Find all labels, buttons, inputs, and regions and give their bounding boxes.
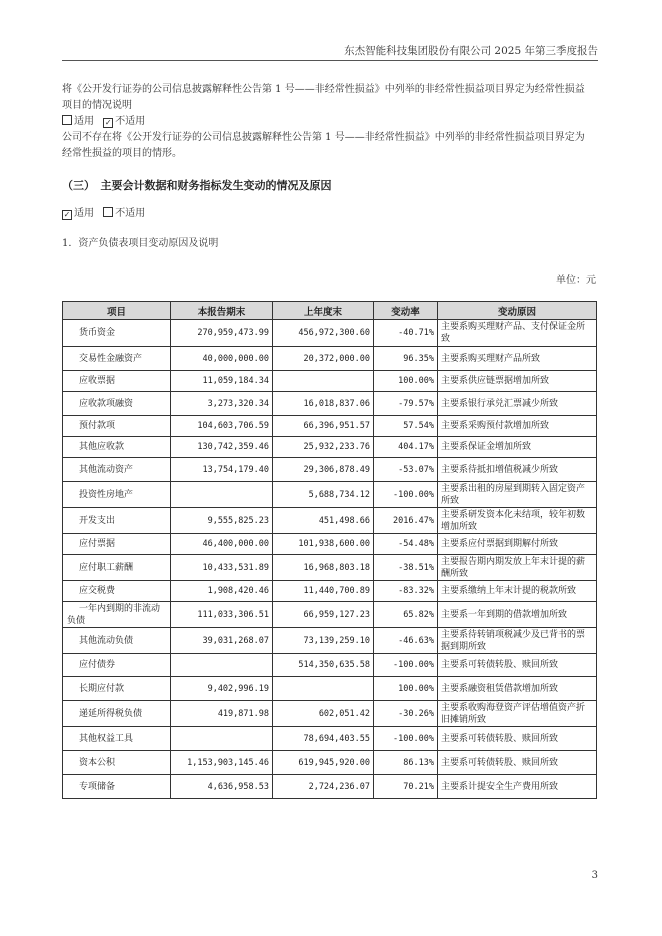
table-row (63, 437, 597, 458)
row-change-rate: 57.54% (374, 416, 438, 437)
row-prior-value: 602,051.42 (273, 701, 374, 727)
header-item: 项目 (63, 302, 171, 320)
row-change-rate: 2016.47% (374, 508, 438, 534)
row-change-rate: 96.35% (374, 347, 438, 371)
section-options (62, 206, 602, 222)
table-row (63, 555, 597, 581)
row-current-value: 270,959,473.99 (171, 320, 273, 347)
table-row (63, 508, 597, 534)
row-prior-value: 2,724,236.07 (273, 775, 374, 799)
row-prior-value: 456,972,300.60 (273, 320, 374, 347)
table-row (63, 701, 597, 727)
row-change-reason: 主要系收购海登资产评估增值资产折旧摊销所致 (438, 701, 597, 727)
row-item: 其他权益工具 (63, 727, 171, 751)
row-change-rate: -100.00% (374, 654, 438, 677)
table-row (63, 482, 597, 508)
table-row (63, 677, 597, 701)
row-current-value: 104,603,706.59 (171, 416, 273, 437)
row-item: 资本公积 (63, 751, 171, 775)
row-change-rate: -40.71% (374, 320, 438, 347)
row-item: 递延所得税负债 (63, 701, 171, 727)
row-current-value: 419,871.98 (171, 701, 273, 727)
table-row (63, 775, 597, 799)
table-row (63, 392, 597, 416)
row-change-reason: 主要系供应链票据增加所致 (438, 371, 597, 392)
row-item: 应收款项融资 (63, 392, 171, 416)
reclass-options (62, 114, 602, 130)
row-change-reason: 主要系采购预付款增加所致 (438, 416, 597, 437)
row-change-reason: 主要系可转债转股、赎回所致 (438, 654, 597, 677)
row-prior-value: 66,959,127.23 (273, 602, 374, 628)
reclass-line-2: 项目的情况说明 (62, 100, 132, 111)
row-change-reason: 主要系可转债转股、赎回所致 (438, 751, 597, 775)
row-change-rate: -83.32% (374, 581, 438, 602)
option-label: 适用 (74, 116, 94, 127)
row-change-rate: 65.82% (374, 602, 438, 628)
unchecked-box-icon (103, 207, 113, 217)
row-current-value: 40,000,000.00 (171, 347, 273, 371)
row-change-rate: 86.13% (374, 751, 438, 775)
row-prior-value: 11,440,700.89 (273, 581, 374, 602)
row-change-rate: -38.51% (374, 555, 438, 581)
row-item: 长期应付款 (63, 677, 171, 701)
row-change-rate: -54.48% (374, 534, 438, 555)
row-item: 投资性房地产 (63, 482, 171, 508)
reclass-description (62, 82, 602, 114)
section-option-applicable[interactable] (62, 208, 97, 219)
reclass-line-1: 将《公开发行证券的公司信息披露解释性公告第 1 号——非经常性损益》中列举的非经常性损益项目界定为经常性损益 (62, 84, 585, 95)
row-current-value: 39,031,268.07 (171, 628, 273, 654)
table-row (63, 347, 597, 371)
row-item: 应付票据 (63, 534, 171, 555)
row-item: 应付债券 (63, 654, 171, 677)
row-item: 交易性金融资产 (63, 347, 171, 371)
row-item: 应收票据 (63, 371, 171, 392)
row-item: 预付款项 (63, 416, 171, 437)
row-current-value: 11,059,184.34 (171, 371, 273, 392)
row-change-rate: -30.26% (374, 701, 438, 727)
row-item: 其他流动负债 (63, 628, 171, 654)
table-row (63, 602, 597, 628)
table-row (63, 371, 597, 392)
row-prior-value: 66,396,951.57 (273, 416, 374, 437)
balance-sheet-changes-table (62, 301, 597, 799)
table-row (63, 727, 597, 751)
header-prior: 上年度末 (273, 302, 374, 320)
row-change-reason: 主要系可转债转股、赎回所致 (438, 727, 597, 751)
row-prior-value: 78,694,403.55 (273, 727, 374, 751)
option-label: 适用 (74, 208, 94, 219)
row-current-value (171, 654, 273, 677)
statement-line-1: 公司不存在将《公开发行证券的公司信息披露解释性公告第 1 号——非经常性损益》中列举的非经常性损益项目界定为 (62, 132, 585, 143)
table-header-row (63, 302, 597, 320)
row-change-rate: -46.63% (374, 628, 438, 654)
row-change-reason: 主要系待转销项税减少及已背书的票据到期所致 (438, 628, 597, 654)
row-prior-value: 29,306,878.49 (273, 458, 374, 482)
row-prior-value: 514,350,635.58 (273, 654, 374, 677)
header-rate: 变动率 (374, 302, 438, 320)
table-row (63, 320, 597, 347)
checked-box-icon: ✓ (63, 210, 71, 219)
row-current-value: 13,754,179.40 (171, 458, 273, 482)
row-change-reason: 主要系计提安全生产费用所致 (438, 775, 597, 799)
row-current-value: 1,153,903,145.46 (171, 751, 273, 775)
row-prior-value: 20,372,000.00 (273, 347, 374, 371)
row-change-reason: 主要系应付票据到期解付所致 (438, 534, 597, 555)
section-option-not-applicable[interactable] (103, 208, 145, 219)
row-current-value: 3,273,320.34 (171, 392, 273, 416)
row-change-reason: 主要系研发资本化未结项，较年初数增加所致 (438, 508, 597, 534)
section-title: （三） 主要会计数据和财务指标发生变动的情况及原因 (62, 179, 332, 192)
row-change-reason: 主要报告期内期发放上年末计提的薪酬所致 (438, 555, 597, 581)
row-current-value: 4,636,958.53 (171, 775, 273, 799)
row-change-reason: 主要系出租的房屋到期转入固定资产所致 (438, 482, 597, 508)
table-row (63, 628, 597, 654)
row-change-rate: 100.00% (374, 677, 438, 701)
row-change-reason: 主要系缴纳上年末计提的税款所致 (438, 581, 597, 602)
report-header-title: 东杰智能科技集团股份有限公司 2025 年第三季度报告 (344, 45, 598, 57)
checked-box-icon: ✓ (104, 118, 112, 127)
row-prior-value (273, 371, 374, 392)
row-item: 其他应收款 (63, 437, 171, 458)
row-change-reason: 主要系一年到期的借款增加所致 (438, 602, 597, 628)
row-prior-value: 451,498.66 (273, 508, 374, 534)
row-item: 一年内到期的非流动负债 (63, 602, 171, 628)
row-prior-value: 73,139,259.10 (273, 628, 374, 654)
row-item: 货币资金 (63, 320, 171, 347)
header-reason: 变动原因 (438, 302, 597, 320)
row-current-value (171, 482, 273, 508)
header-divider (62, 60, 598, 61)
unchecked-box-icon (62, 115, 72, 125)
row-change-rate: -100.00% (374, 482, 438, 508)
row-change-reason: 主要系保证金增加所致 (438, 437, 597, 458)
row-item: 开发支出 (63, 508, 171, 534)
reclass-option-applicable[interactable] (62, 116, 97, 127)
reclass-option-not-applicable[interactable] (103, 116, 145, 127)
row-item: 应付职工薪酬 (63, 555, 171, 581)
option-label: 不适用 (115, 208, 146, 219)
row-prior-value (273, 677, 374, 701)
table-row (63, 581, 597, 602)
row-change-reason: 主要系银行承兑汇票减少所致 (438, 392, 597, 416)
row-prior-value: 16,968,803.18 (273, 555, 374, 581)
section-subtitle: 1．资产负债表项目变动原因及说明 (62, 238, 219, 249)
row-change-rate: 100.00% (374, 371, 438, 392)
row-current-value: 1,908,420.46 (171, 581, 273, 602)
statement-line-2: 经常性损益的项目的情形。 (62, 148, 182, 159)
row-current-value (171, 727, 273, 751)
row-change-rate: 70.21% (374, 775, 438, 799)
row-current-value: 9,555,825.23 (171, 508, 273, 534)
row-item: 专项储备 (63, 775, 171, 799)
row-prior-value: 101,938,600.00 (273, 534, 374, 555)
table-row (63, 654, 597, 677)
table-row (63, 458, 597, 482)
row-prior-value: 5,688,734.12 (273, 482, 374, 508)
row-prior-value: 16,018,837.06 (273, 392, 374, 416)
row-change-reason: 主要系购买理财产品、支付保证金所致 (438, 320, 597, 347)
reclass-statement (62, 130, 602, 162)
row-prior-value: 619,945,920.00 (273, 751, 374, 775)
row-change-reason: 主要系待抵扣增值税减少所致 (438, 458, 597, 482)
table-row (63, 751, 597, 775)
row-item: 应交税费 (63, 581, 171, 602)
table-row (63, 534, 597, 555)
row-change-rate: -53.07% (374, 458, 438, 482)
option-label: 不适用 (115, 116, 146, 127)
row-item: 其他流动资产 (63, 458, 171, 482)
table-row (63, 416, 597, 437)
row-change-rate: 404.17% (374, 437, 438, 458)
unit-label: 单位：元 (556, 275, 596, 286)
row-change-reason: 主要系融资租赁借款增加所致 (438, 677, 597, 701)
row-current-value: 111,033,306.51 (171, 602, 273, 628)
row-change-rate: -79.57% (374, 392, 438, 416)
row-current-value: 130,742,359.46 (171, 437, 273, 458)
row-prior-value: 25,932,233.76 (273, 437, 374, 458)
row-change-rate: -100.00% (374, 727, 438, 751)
header-current: 本报告期末 (171, 302, 273, 320)
row-change-reason: 主要系购买理财产品所致 (438, 347, 597, 371)
page-number: 3 (591, 870, 598, 881)
row-current-value: 9,402,996.19 (171, 677, 273, 701)
row-current-value: 46,400,000.00 (171, 534, 273, 555)
row-current-value: 10,433,531.89 (171, 555, 273, 581)
